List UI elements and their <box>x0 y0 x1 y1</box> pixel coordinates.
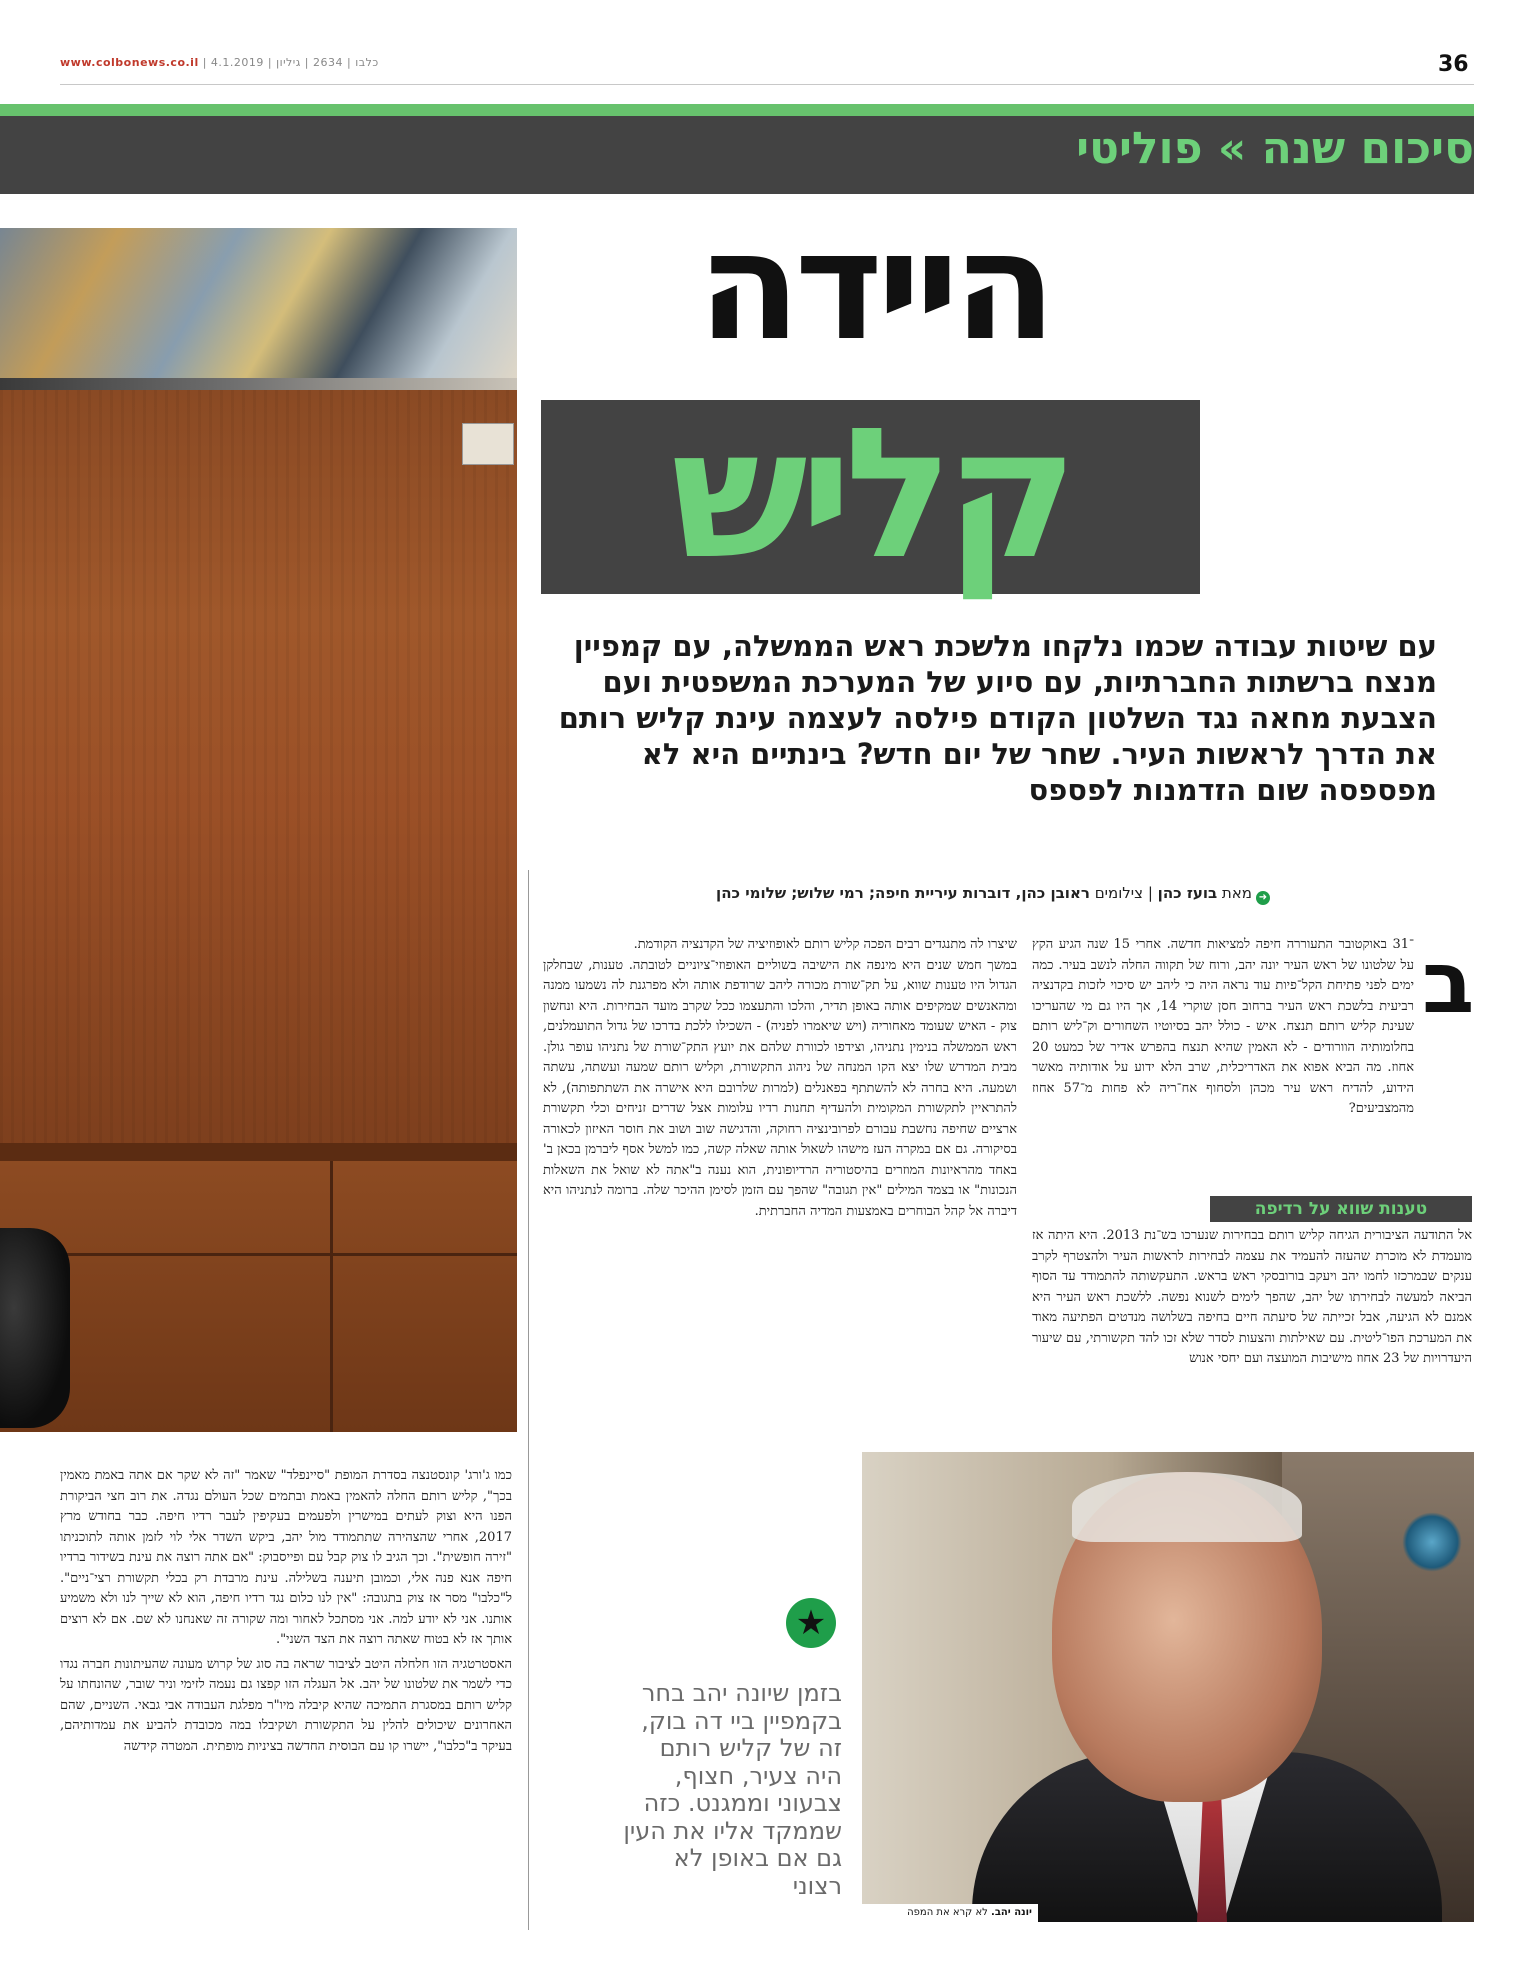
byline-photographers: ראובן כהן, דוברות עיריית חיפה; רמי שלוש; שלומי כהן <box>716 884 1090 902</box>
star-icon: ★ <box>786 1598 836 1648</box>
article-paragraph: במשך חמש שנים היא מינפה את הישיבה בשוליים האופוזי־ציוניים לטובתה. טענות, שבחלקן הגדול היו טענות שווא, על תק־שורת מכורה ליהב שרודפת אותה ולא מפרגנת לה נשמעו ממנה ומהאנשים שמקיפים אותה באופן תדיר, והלכו והתעצמו ככל שקרב מועד הבחירות. היא ונחשון צוק - האיש שעומד מאחוריה (ויש שיאמרו לפניה) - השכילו ללכת בדרכו של גדול התועמלנים, ראש הממשלה בנימין נתניהו, וצידפו לכוורת שלהם את יועץ התק־שורת של נתניהו עופר גולן. מבית המדרש שלו יצא הקו המנחה של ניהוג התקשורת, וקליש רותם שמעה ועשתה, עשתה ושמעה. היא בחרה לא להשתתף בפאנלים (למרות שלרובם היא אישרה את השתתפותה), לא להתראיין לתקשורת המקומית ולהעדיף תחנות רדיו עלומות אצל שדרים זניחים וכלי תקשורת ארציים שחיפה נחשבת עבורם לפרובינציה רחוקה, והדגישה שוב ושוב את חוסר האיזון לכאורה בסיקורה. גם אם במקרה העז מישהו לשאול אותה שאלה קשה, כמו למשל אסף ליברמן בכאן ב' באחד מהראיונות המוזרים בהיסטוריה הרדיופונית, הוא נענה ב"אתה לא שואל את השאלות הנכונות" או בצמד המילים "אין תגובה" שהפך עם הזמן לסימן ההיכר שלה. ברומה לנתניהו היא דיברה אל קהל הבוחרים באמצעות המדיה החברתית. <box>543 957 1017 1219</box>
section-title: סיכום שנה » פוליטי <box>1076 123 1474 174</box>
drop-cap: ב <box>1422 933 1475 1033</box>
arrow-circle-icon: ➜ <box>1256 891 1270 905</box>
photo-painting <box>0 228 517 378</box>
caption-name: יונה יהב. <box>991 1907 1032 1918</box>
byline-prefix: מאת <box>1221 884 1252 902</box>
photo-ledge <box>0 1143 517 1161</box>
header-rule <box>60 84 1474 85</box>
photo-cabinet-divider <box>330 1161 333 1432</box>
butterfly-decoration <box>1402 1512 1462 1572</box>
article-paragraph: האסטרטגיה הזו חלחלה היטב לציבור שראה בה סוג של קרוש מעונה שהעיתונות חברה נגדו כדי לשמר את שלטונו של יהב. אל העגלה הזו קפצו גם נעמה לזימי וניר שובר, שהונחתו על קליש רותם במסגרת התמיכה שהיא קיבלה מיו"ר מפלגת העבודה אבי גבאי. השניים, שהם האחרונים שיכולים להלין על התקשורת ושקיבלו במה מכובדת להביע את עמדותיהם, בעיקר ב"כלבו", יישרו קו עם הבוסית החדשה בציניות מופתית. המטרה קידשה <box>60 1656 512 1754</box>
byline: ➜מאת בועז כהן | צילומים ראובן כהן, דוברות עיריית חיפה; רמי שלוש; שלומי כהן <box>530 884 1270 905</box>
headline-line1: היידה <box>697 200 1051 374</box>
headline-line2: קליש <box>671 390 1070 599</box>
photo-wood-grain <box>0 390 517 1150</box>
site-url[interactable]: www.colbonews.co.il <box>60 56 199 69</box>
byline-photos-label: צילומים <box>1094 884 1144 902</box>
article-column-3 <box>60 1466 512 1757</box>
article-column-2 <box>543 935 1017 1222</box>
article-paragraph: ־31 באוקטובר התעוררה חיפה למציאות חדשה. אחרי 15 שנה הגיע הקץ על שלטונו של ראש העיר יונה יהב, ורוח של תקווה החלה לנשב בעיר. כמה ימים לפני פתיחת הקל־פיות עוד נראה היה כי ליהב יש סיכוי לזכות בקדנציה רביעית בלשכת ראש העיר ברחוב חסן שוקרי 14, אך היו גם מי שהעריכו שעינת קליש רותם תנצח. איש - כולל יהב בסיוטיו השחורים וק־ליש רותם בחלומותיה הוורודים - לא האמין שהיא תנצח בהפרש אדיר של כמעט 20 אחוז. מה הביא אפוא את האדריכלית, שרב הלא ידוע על אודותיה מאשר הידוע, להדיח ראש עיר מכהן ולסחוף אח־ריה לא פחות מ־57 אחוז מהמצביעים? <box>1032 937 1415 1116</box>
page-number: 36 <box>1438 52 1469 77</box>
photo-caption <box>862 1904 1038 1922</box>
photo-cabinet <box>0 1161 517 1432</box>
article-paragraph: אל התודעה הציבורית הגיחה קליש רותם בבחירות שנערכו בש־נת 2013. היא היתה אז מועמדת לא מוכרת שהעזה להעמיד את עצמה לבחירות לראשות העיר ולהצטרף לקרב ענקים שבמרכזו לחמו יהב ויעקב בורובסקי ראש בראש. התעקשותה להתמודד עד הסוף הביאה למעשה לבחירתו של יהב, שהפך לימים לשנוא נפשה. ללשכת ראש העיר היא אמנם לא הגיעה, אבל זכייתה של סיעתה חיים בחיפה בשלושה מנדטים הפתיעה מאוד את המערכת הפו־ליטית. עם שאילתות והצעות לסדר שלא זכו להד תקשורתי, עם שיעור היעדרויות של 23 אחוז מישיבות המועצה ועם יחסי אנוש <box>1032 1228 1473 1366</box>
photo-cabinet-line <box>0 1253 517 1256</box>
header-meta <box>60 56 379 69</box>
byline-author: בועז כהן <box>1157 884 1218 902</box>
article-column-1 <box>1032 933 1475 1120</box>
portrait-photo <box>862 1452 1474 1922</box>
photo-plaque <box>462 423 514 465</box>
pull-quote: בזמן שיונה יהב בחר בקמפיין ביי דה בוק, זה של קליש רותם היה צעיר, חצוף, צבעוני וממגנט. כזה שממקד אליו את העין גם אם באופן לא רצוני <box>623 1679 842 1900</box>
portrait-hair <box>1072 1472 1302 1542</box>
article-paragraph: כמו ג'ורג' קונסטנצה בסדרת המופת "סיינפלד" שאמר "זה לא שקר אם אתה באמת מאמין בכך", קליש רותם החלה להאמין באמת ובתמים שכל העולם נגדה. את רוב חצי הביקורת הפנו היא וצוק לעתים במישרין ולפעמים בעקיפין לעבר רדיו חיפה. כבר בחודש מרץ 2017, אחרי שהצהירה שתתמודד מול יהב, ביקש השדר אלי לוי לזמן אותה לתוכניתו "זירה חופשית". וכך הגיב לו צוק קבל עם ופייסבוק: "אם אתה רוצה את עינת בשידור ברדיו חיפה אנא פנה אלי, וכמובן תיענה בשלילה. עינת מרבדת רק בכלי תקשורת רצי־ניים". ל"כלבו" מסר אז צוק בתגובה: "אין לנו כלום נגד רדיו חיפה, הוא לא שייך לנו ולא משמיע אותנו. אני לא יודע למה. אני מסתכל לאחור ומה שקורה זה שאנחנו לא שם. אם לא רוצים אותך אז לא בטוח שאתה רוצה את הצד השני". <box>60 1468 512 1647</box>
article-paragraph: שיצרו לה מתנגדים רבים הפכה קליש רותם לאופוזיציה של הקדנציה הקודמת. <box>633 937 1017 952</box>
column-divider <box>528 870 529 1930</box>
section-green-strip <box>0 104 1474 116</box>
photo-chair <box>0 1228 70 1428</box>
caption-text: לא קרא את המפה <box>907 1907 988 1918</box>
lead-paragraph: עם שיטות עבודה שכמו נלקחו מלשכת ראש הממשלה, עם קמפיין מנצח ברשתות החברתיות, עם סיוע של המערכת המשפטית ועם הצבעת מחאה נגד השלטון הקודם פילסה לעצמה עינת קליש רותם את הדרך לראשות העיר. שחר של יום חדש? בינתיים היא לא מפספסה שום הזדמנות לפספס <box>558 629 1437 807</box>
subheading: טענות שווא על רדיפה <box>1210 1196 1472 1222</box>
main-photo <box>0 228 517 1432</box>
issue-info: | כלבו | 2634 | גיליון | 4.1.2019 <box>198 56 379 69</box>
article-column-1b <box>1032 1226 1472 1370</box>
